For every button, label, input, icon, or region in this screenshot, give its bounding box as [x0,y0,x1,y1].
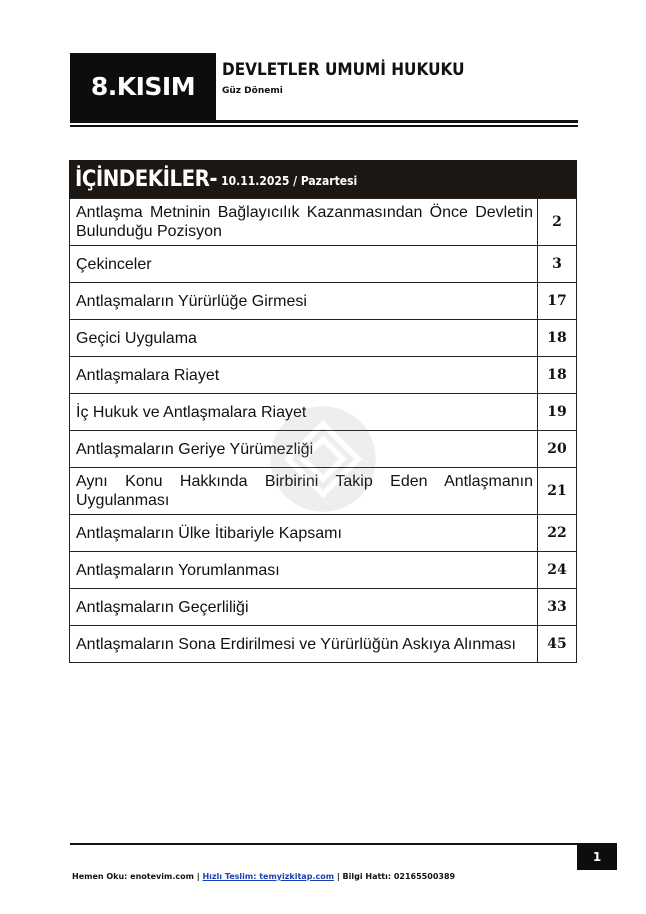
footer-separator: | [336,872,340,881]
toc-entry-page: 22 [538,515,577,552]
toc-row[interactable] [70,283,577,320]
toc-row[interactable] [70,320,577,357]
header-rule-thin [70,125,578,127]
toc-entry-title: Antlaşmaların Geçerliliği [70,589,538,626]
toc-row[interactable] [70,431,577,468]
toc-entry-page: 20 [538,431,577,468]
table-of-contents [69,160,577,663]
toc-entry-title: Antlaşma Metninin Bağlayıcılık Kazanmasından Önce Devletin Bulunduğu Pozisyon [70,199,538,246]
toc-row[interactable] [70,468,577,515]
toc-entry-title: Antlaşmaların Sona Erdirilmesi ve Yürürlüğün Askıya Alınması [70,626,538,663]
toc-table [69,198,577,663]
section-badge: 8.KISIM [70,53,216,120]
footer-info-line: Bilgi Hattı: 02165500389 [342,872,456,881]
toc-entry-title: Antlaşmaların Yürürlüğe Girmesi [70,283,538,320]
toc-entry-title: Çekinceler [70,246,538,283]
toc-row[interactable] [70,626,577,663]
toc-row[interactable] [70,246,577,283]
toc-row[interactable] [70,552,577,589]
toc-heading-label: İÇİNDEKİLER- [75,166,218,192]
toc-row[interactable] [70,357,577,394]
footer-separator: | [196,872,200,881]
header-rule-thick [70,120,578,123]
page-number: 1 [577,843,617,870]
toc-entry-page: 17 [538,283,577,320]
toc-entry-page: 2 [538,199,577,246]
document-title: DEVLETLER UMUMİ HUKUKU [222,60,465,80]
footer-text [72,872,455,881]
toc-heading [69,160,577,198]
toc-entry-title: Antlaşmaların Ülke İtibariyle Kapsamı [70,515,538,552]
toc-entry-page: 3 [538,246,577,283]
toc-entry-page: 24 [538,552,577,589]
toc-row[interactable] [70,515,577,552]
toc-entry-page: 33 [538,589,577,626]
footer-delivery-link[interactable]: Hızlı Teslim: temyizkitap.com [202,872,335,881]
toc-entry-page: 45 [538,626,577,663]
footer-read-link[interactable]: Hemen Oku: enotevim.com [72,872,194,881]
toc-row[interactable] [70,199,577,246]
toc-entry-title: Antlaşmalara Riayet [70,357,538,394]
toc-row[interactable] [70,394,577,431]
toc-date: 10.11.2025 / Pazartesi [221,174,358,188]
toc-entry-title: Aynı Konu Hakkında Birbirini Takip Eden Antlaşmanın Uygulanması [70,468,538,515]
toc-entry-page: 18 [538,357,577,394]
document-subtitle: Güz Dönemi [222,86,283,96]
toc-entry-page: 19 [538,394,577,431]
toc-entry-page: 21 [538,468,577,515]
toc-entry-title: İç Hukuk ve Antlaşmalara Riayet [70,394,538,431]
footer-rule [70,843,577,845]
toc-entry-title: Antlaşmaların Yorumlanması [70,552,538,589]
toc-row[interactable] [70,589,577,626]
toc-entry-page: 18 [538,320,577,357]
toc-entry-title: Geçici Uygulama [70,320,538,357]
toc-entry-title: Antlaşmaların Geriye Yürümezliği [70,431,538,468]
